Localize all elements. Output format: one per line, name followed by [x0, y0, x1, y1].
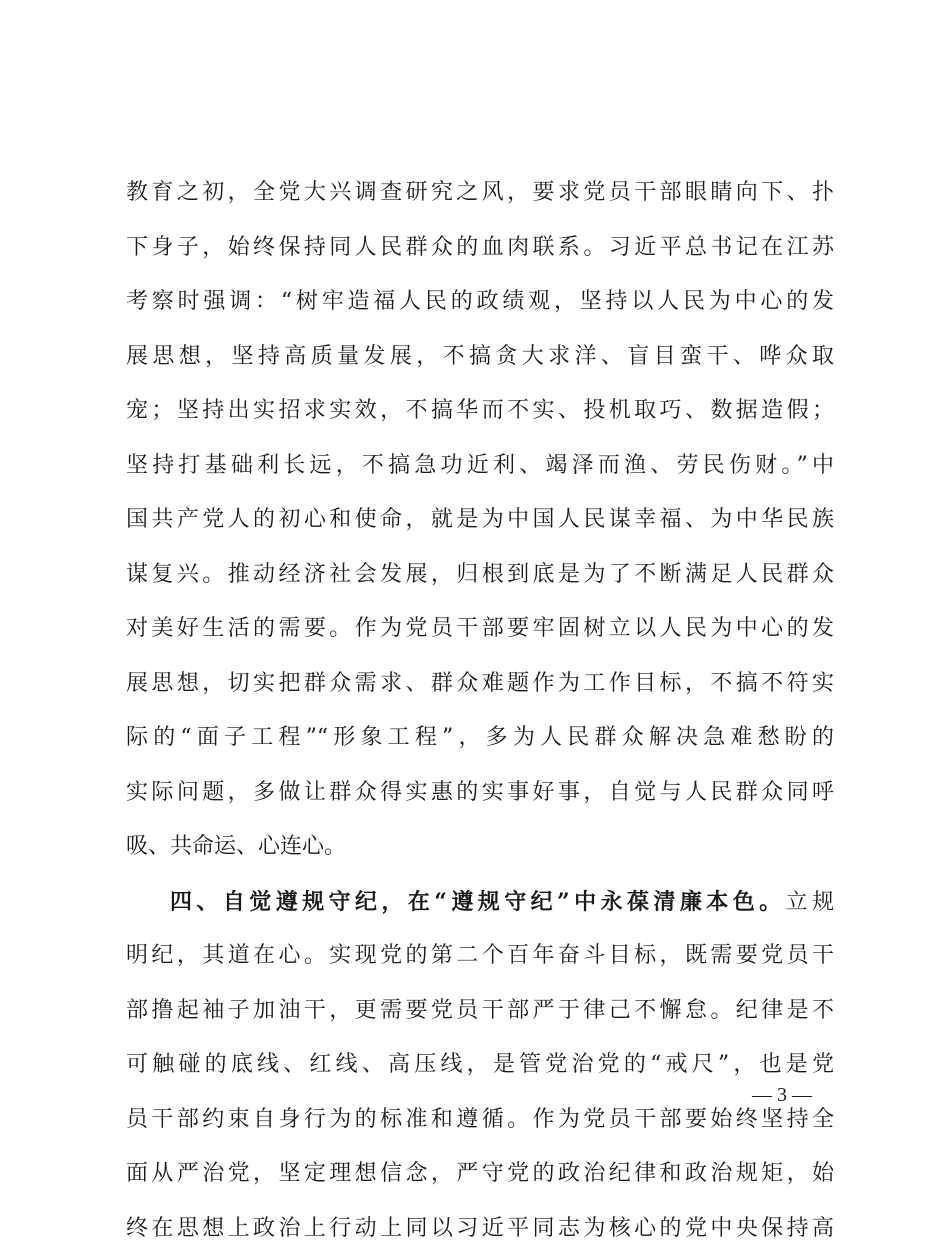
paragraph-2 — [126, 875, 834, 1256]
text-line: 可触碰的底线、红线、高压线，是管党治党的“戒尺”，也是党 — [126, 1038, 834, 1093]
heading-line-text: 立规 — [786, 890, 834, 915]
text-line: 展思想，坚持高质量发展，不搞贪大求洋、盲目蛮干、哗众取 — [126, 330, 834, 385]
text-line: 考察时强调：“树牢造福人民的政绩观，坚持以人民为中心的发 — [126, 275, 834, 330]
text-line: 对美好生活的需要。作为党员干部要牢固树立以人民为中心的发 — [126, 602, 834, 657]
text-line: 坚持打基础利长远，不搞急功近利、竭泽而渔、劳民伤财。”中 — [126, 439, 834, 494]
text-line: 国共产党人的初心和使命，就是为中国人民谋幸福、为中华民族 — [126, 493, 834, 548]
paragraph-1 — [126, 166, 834, 875]
text-line: 明纪，其道在心。实现党的第二个百年奋斗目标，既需要党员干 — [126, 929, 834, 984]
text-line: 员干部约束自身行为的标准和遵循。作为党员干部要始终坚持全 — [126, 1093, 834, 1148]
page-number: — 3 — — [752, 1083, 812, 1107]
text-line: 终在思想上政治上行动上同以习近平同志为核心的党中央保持高 — [126, 1202, 834, 1256]
document-body — [126, 166, 834, 1256]
text-line: 吸、共命运、心连心。 — [126, 820, 834, 875]
text-line: 际的“面子工程”“形象工程”，多为人民群众解决急难愁盼的 — [126, 711, 834, 766]
text-line: 面从严治党，坚定理想信念，严守党的政治纪律和政治规矩，始 — [126, 1147, 834, 1202]
section-heading: 四、自觉遵规守纪，在“遵规守纪”中永葆清廉本色。 — [170, 889, 786, 915]
text-line: 教育之初，全党大兴调查研究之风，要求党员干部眼睛向下、扑 — [126, 166, 834, 221]
text-line: 下身子，始终保持同人民群众的血肉联系。习近平总书记在江苏 — [126, 221, 834, 276]
text-line: 谋复兴。推动经济社会发展，归根到底是为了不断满足人民群众 — [126, 548, 834, 603]
text-line: 宠；坚持出实招求实效，不搞华而不实、投机取巧、数据造假； — [126, 384, 834, 439]
paragraph-heading-line — [126, 875, 834, 930]
text-line: 实际问题，多做让群众得实惠的实事好事，自觉与人民群众同呼 — [126, 766, 834, 821]
text-line: 展思想，切实把群众需求、群众难题作为工作目标，不搞不符实 — [126, 657, 834, 712]
text-line: 部撸起袖子加油干，更需要党员干部严于律己不懈怠。纪律是不 — [126, 984, 834, 1039]
